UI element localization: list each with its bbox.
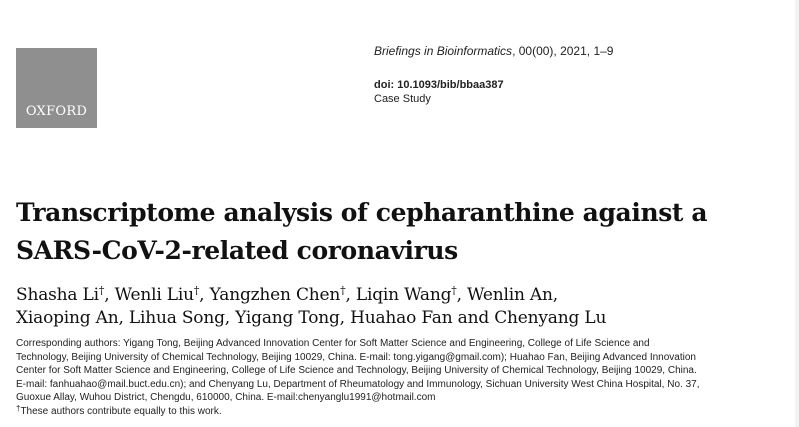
correspondence-line: Corresponding authors: Yigang Tong, Beijing Advanced Innovation Center for Soft Matter Science and Engineering, College of Life Science and xyxy=(16,338,650,349)
equal-contribution-mark: † xyxy=(16,403,21,413)
doi[interactable] xyxy=(374,79,504,91)
oxford-logo-text: OXFORD xyxy=(25,104,88,119)
journal-name: Briefings in Bioinformatics xyxy=(374,44,513,58)
correspondence-line: Guoxue Allay, Wuhou District, Chengdu, 610000, China. E-mail:chenyanglu1991@hotmail.com xyxy=(16,392,436,404)
article-title-line-2: SARS-CoV-2-related coronavirus xyxy=(16,236,458,265)
equal-contribution-mark: † xyxy=(193,284,200,297)
author-line-2[interactable]: Xiaoping An, Lihua Song, Yigang Tong, Huahao Fan and Chenyang Lu xyxy=(16,308,607,328)
equal-contribution-mark: † xyxy=(451,284,457,297)
author[interactable]: Liqin Wang† xyxy=(355,284,457,305)
correspondence-note xyxy=(16,337,776,419)
article-title xyxy=(16,194,786,270)
doi-text[interactable]: doi: 10.1093/bib/bbaa387 xyxy=(374,79,504,91)
article-type: Case Study xyxy=(374,93,431,105)
author-line-1: Shasha Li†, Wenli Liu†, Yangzhen Chen†, Liqin Wang†, Wenlin An, xyxy=(16,284,558,305)
author-list xyxy=(16,284,786,330)
author[interactable]: Wenlin An xyxy=(467,285,553,305)
journal-citation xyxy=(374,44,613,58)
equal-contribution-mark: † xyxy=(340,284,346,297)
author[interactable]: Wenli Liu† xyxy=(114,284,200,305)
author[interactable]: Shasha Li† xyxy=(16,284,105,305)
correspondence-line: E-mail: fanhuahao@mail.buct.edu.cn); and Chenyang Lu, Department of Rheumatology and Immunology, Sichuan University West China Hospital, No. 37, xyxy=(16,378,700,390)
author[interactable]: Yangzhen Chen† xyxy=(209,284,346,305)
article-title-line-1: Transcriptome analysis of cepharanthine against a xyxy=(16,198,708,227)
equal-contribution-mark: † xyxy=(98,284,105,297)
journal-volume-pages: , 00(00), 2021, 1–9 xyxy=(512,44,614,58)
equal-contribution-note: †These authors contribute equally to this work. xyxy=(16,403,222,417)
correspondence-line: Technology, Beijing University of Chemical Technology, Beijing 10029, China. E-mail: tong.yigang@gmail.com); Huahao Fan, Beijing Advanced Innovation xyxy=(16,351,696,363)
page-edge xyxy=(795,0,799,427)
correspondence-line: Center for Soft Matter Science and Engineering, College of Life Science and Technology, Beijing University of Chemical Technology, Beijing 10029, China. xyxy=(16,365,697,377)
oxford-logo xyxy=(16,48,97,128)
